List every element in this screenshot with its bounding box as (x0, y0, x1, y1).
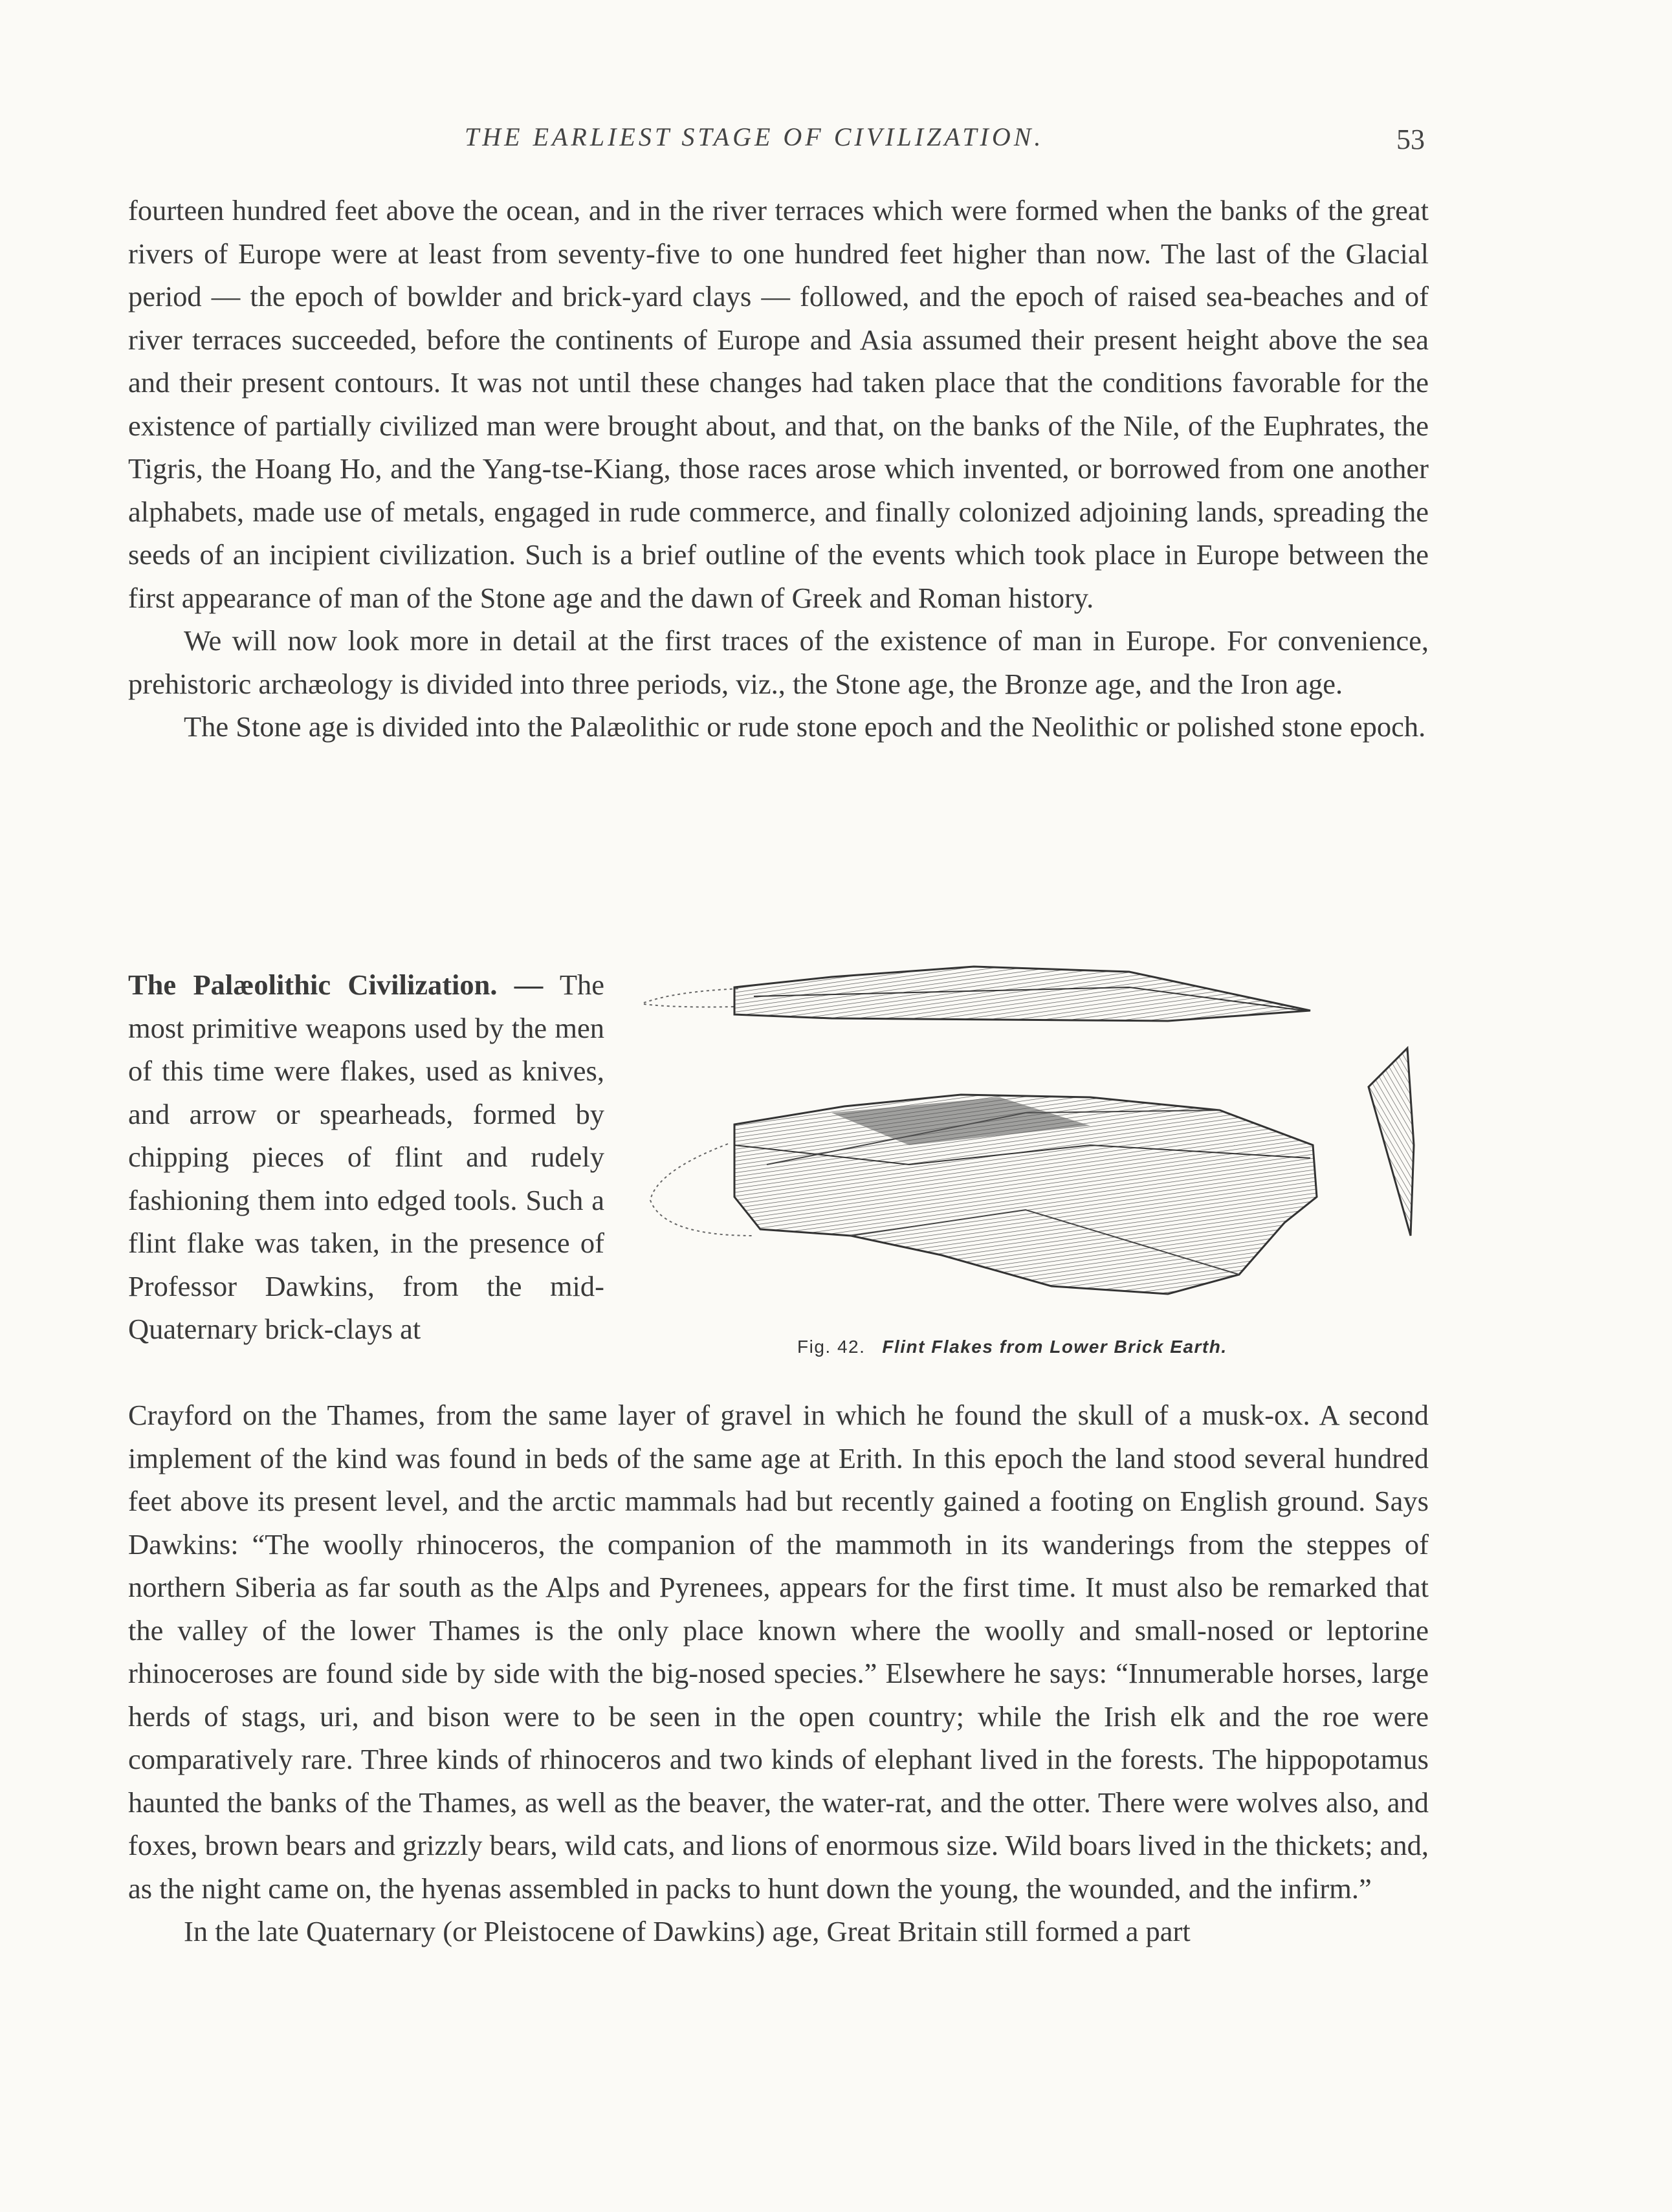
paragraph-5: In the late Quaternary (or Pleistocene of Dawkins) age, Great Britain still formed a part (184, 1915, 1191, 1947)
text-block-bottom (128, 1394, 1429, 1953)
text-block-beside-figure (128, 963, 604, 1351)
section-heading: The Palæolithic Civilization. — (128, 969, 544, 1001)
paragraph-1: fourteen hundred feet above the ocean, and in the river terraces which were formed when the banks of the great rivers of Europe were at least from seventy-five to one hundred feet higher than now. The last of the Glacial period — the epoch of bowlder and brick-yard clays — followed, and the epoch of raised sea-beaches and of river terraces succeeded, before the continents of Europe and Asia assumed their present height above the sea and their present contours. It was not until these changes had taken place that the conditions favorable for the existence of partially civilized man were brought about, and that, on the banks of the Nile, of the Euphrates, the Tigris, the Hoang Ho, and the Yang-tse-Kiang, those races arose which invented, or borrowed from one another alphabets, made use of metals, engaged in rude commerce, and finally colonized adjoining lands, spreading the seeds of an incipient civilization. Such is a brief outline of the events which took place in Europe between the first appearance of man of the Stone age and the dawn of Greek and Roman history. (128, 194, 1429, 614)
figure-caption (797, 1337, 1227, 1357)
paragraph-2: We will now look more in detail at the first traces of the existence of man in Europe. For convenience, prehistoric archæology is divided into three periods, viz., the Stone age, the Bronze age, and the Iron age. (128, 624, 1429, 700)
flint-flake-side-view (644, 967, 1310, 1021)
figure-label: Fig. 42. (797, 1337, 866, 1357)
flint-flake-face-view (650, 1095, 1317, 1294)
figure-title: Flint Flakes from Lower Brick Earth. (882, 1337, 1227, 1357)
paragraph-3: The Stone age is divided into the Palæolithic or rude stone epoch and the Neolithic or polished stone epoch. (184, 710, 1426, 743)
paragraph-4-start (128, 963, 604, 1351)
paragraph-4-side-text: The most primitive weapons used by the men of this time were flakes, used as knives, and arrow or spearheads, formed by chipping pieces of flint and rudely fashioning them into edged tools. Such a flint flake was taken, in the presence of Professor Dawkins, from the mid-Quaternary brick-clays at (128, 969, 604, 1345)
figure-42 (637, 951, 1424, 1365)
flint-flakes-illustration (637, 951, 1424, 1365)
flint-flake-section-view (1369, 1048, 1414, 1236)
page-number: 53 (1396, 124, 1425, 155)
paragraph-4-continued: Crayford on the Thames, from the same layer of gravel in which he found the skull of a musk-ox. A second implement of the kind was found in beds of the same age at Erith. In this epoch the land stood several hundred feet above its present level, and the arctic mammals had but recently gained a footing on English ground. Says Dawkins: “The woolly rhinoceros, the companion of the mammoth in its wanderings from the steppes of northern Siberia as far south as the Alps and Pyrenees, appears for the first time. It must also be remarked that the valley of the lower Thames is the only place known where the woolly and small-nosed or leptorine rhinoceroses are found side by side with the big-nosed species.” Elsewhere he says: “Innumerable horses, large herds of stags, uri, and bison were to be seen in the open country; while the Irish elk and the roe were comparatively rare. Three kinds of rhinoceros and two kinds of elephant lived in the forests. The hippopotamus haunted the banks of the Thames, as well as the beaver, the water-rat, and the otter. There were wolves also, and foxes, brown bears and grizzly bears, wild cats, and lions of enormous size. Wild boars lived in the thickets; and, as the night came on, the hyenas assembled in packs to hunt down the young, the wounded, and the infirm.” (128, 1399, 1429, 1905)
text-block-top (128, 189, 1429, 749)
running-title: THE EARLIEST STAGE OF CIVILIZATION. (465, 122, 1044, 151)
